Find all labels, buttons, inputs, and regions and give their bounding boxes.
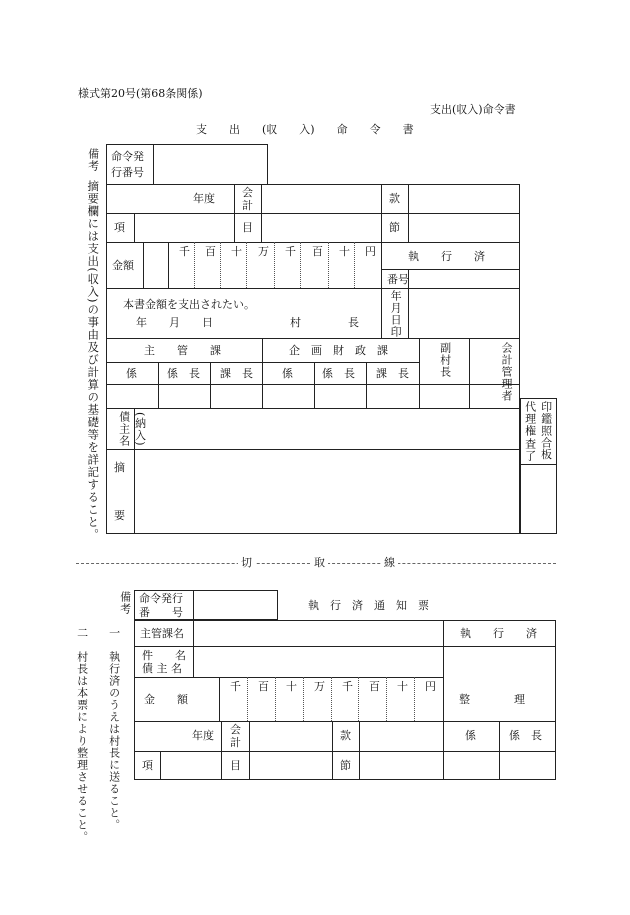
debtor-sub-label: (納入) [133, 412, 147, 447]
main-title: 支 出 (収 入) 命 令 書 [196, 123, 414, 136]
kakari-label-1: 係 [126, 367, 137, 380]
notice-digit-8: 円 [425, 680, 436, 693]
dept-finance-label: 企 画 財 政 課 [289, 344, 388, 357]
setsu-label: 節 [389, 221, 400, 234]
digit-2: 百 [205, 245, 216, 258]
notice-setsu-label: 節 [340, 759, 351, 772]
notice-remarks-label: 備考 [118, 591, 132, 615]
notice-kakari-label: 係 [465, 729, 476, 742]
kaikei-label-2: 計 [242, 199, 253, 212]
remarks-label: 備考 [86, 148, 100, 172]
notice-order-number-label-1: 命令発行 [139, 592, 183, 605]
notice-order-number-label-2: 番 号 [139, 606, 183, 619]
digit-8: 円 [365, 245, 376, 258]
accountant-label: 会計管理者 [500, 342, 513, 402]
kakari-label-2: 係 [282, 367, 293, 380]
notice-digit-5: 千 [342, 680, 353, 693]
summary-label-1: 摘 [114, 461, 125, 474]
order-number-label-2: 行番号 [111, 166, 144, 179]
notice-amount-label: 金 額 [144, 693, 188, 706]
notice-subject-label-1: 件 名 [142, 649, 186, 662]
notice-title: 執 行 済 通 知 票 [308, 599, 429, 612]
seal-label: 印鑑照合 [539, 401, 553, 449]
notice-subject-label-2: 債 主 名 [142, 662, 182, 675]
fiscal-year-label: 年度 [193, 192, 215, 205]
debtor-label: 債主名 [117, 411, 131, 447]
cut-line-char-2: 取 [311, 557, 328, 568]
notice-kakaricho-label: 係 長 [509, 729, 542, 742]
notice-arrange-label: 整 理 [459, 693, 525, 706]
mayor-label: 長 [348, 316, 359, 329]
proxy-label: 代理権 [523, 401, 537, 437]
order-main-table [106, 184, 520, 534]
request-text: 本書金額を支出されたい。 [123, 298, 255, 311]
notice-digit-4: 万 [314, 680, 325, 693]
summary-label-2: 要 [114, 509, 125, 522]
kacho-label-1: 課 長 [220, 367, 253, 380]
kan-label: 款 [389, 192, 400, 205]
notice-kaikei-label-2: 計 [230, 736, 241, 749]
right-title: 支出(収入)命令書 [430, 103, 516, 116]
notice-moku-label: 目 [230, 759, 241, 772]
notice-kan-label: 款 [340, 729, 351, 742]
notice-dept-label: 主管課名 [140, 627, 184, 640]
board-label: 板 [541, 448, 552, 461]
kakaricho-label-2: 係 長 [322, 367, 355, 380]
moku-label: 目 [242, 221, 253, 234]
notice-digit-2: 百 [258, 680, 269, 693]
stamp-date-label: 年月日印 [389, 290, 403, 338]
digit-1: 千 [179, 245, 190, 258]
notice-fiscal-year-label: 年度 [192, 729, 214, 742]
order-number-label-1: 命令発 [111, 150, 144, 163]
number-label: 番号 [387, 273, 409, 286]
notice-executed-label: 執 行 済 [460, 627, 537, 640]
kaikei-label-1: 会 [242, 186, 253, 199]
village-label: 村 [290, 316, 301, 329]
notice-digit-3: 十 [286, 680, 297, 693]
date-line: 年 月 日 [136, 316, 213, 329]
remarks-note: 摘要欄には支出(収入)の事由及び計算の基礎等を詳記すること。 [86, 180, 101, 541]
notice-digit-6: 百 [369, 680, 380, 693]
notice-kaikei-label-1: 会 [230, 723, 241, 736]
form-number: 様式第20号(第68条関係) [78, 87, 203, 100]
notice-kou-label: 項 [142, 759, 153, 772]
notice-digit-7: 十 [397, 680, 408, 693]
executed-label: 執 行 済 [408, 250, 485, 263]
notice-note-1: 一 執行済のうえは村長に送ること。 [107, 627, 121, 831]
dept-main-label: 主 管 課 [144, 344, 221, 357]
digit-7: 十 [339, 245, 350, 258]
notice-note-2: 二 村長は本票により整理させること。 [75, 627, 89, 843]
cut-line-char-1: 切 [238, 557, 255, 568]
vice-mayor-label: 副村長 [438, 342, 452, 378]
kakaricho-label-1: 係 長 [167, 367, 200, 380]
check-label: 査了 [523, 438, 537, 462]
cut-line-char-3: 線 [381, 557, 398, 568]
kou-label: 項 [114, 221, 125, 234]
notice-digit-1: 千 [230, 680, 241, 693]
digit-4: 万 [258, 245, 269, 258]
amount-label: 金額 [112, 259, 134, 272]
digit-6: 百 [312, 245, 323, 258]
kacho-label-2: 課 長 [376, 367, 409, 380]
digit-5: 千 [285, 245, 296, 258]
digit-3: 十 [231, 245, 242, 258]
